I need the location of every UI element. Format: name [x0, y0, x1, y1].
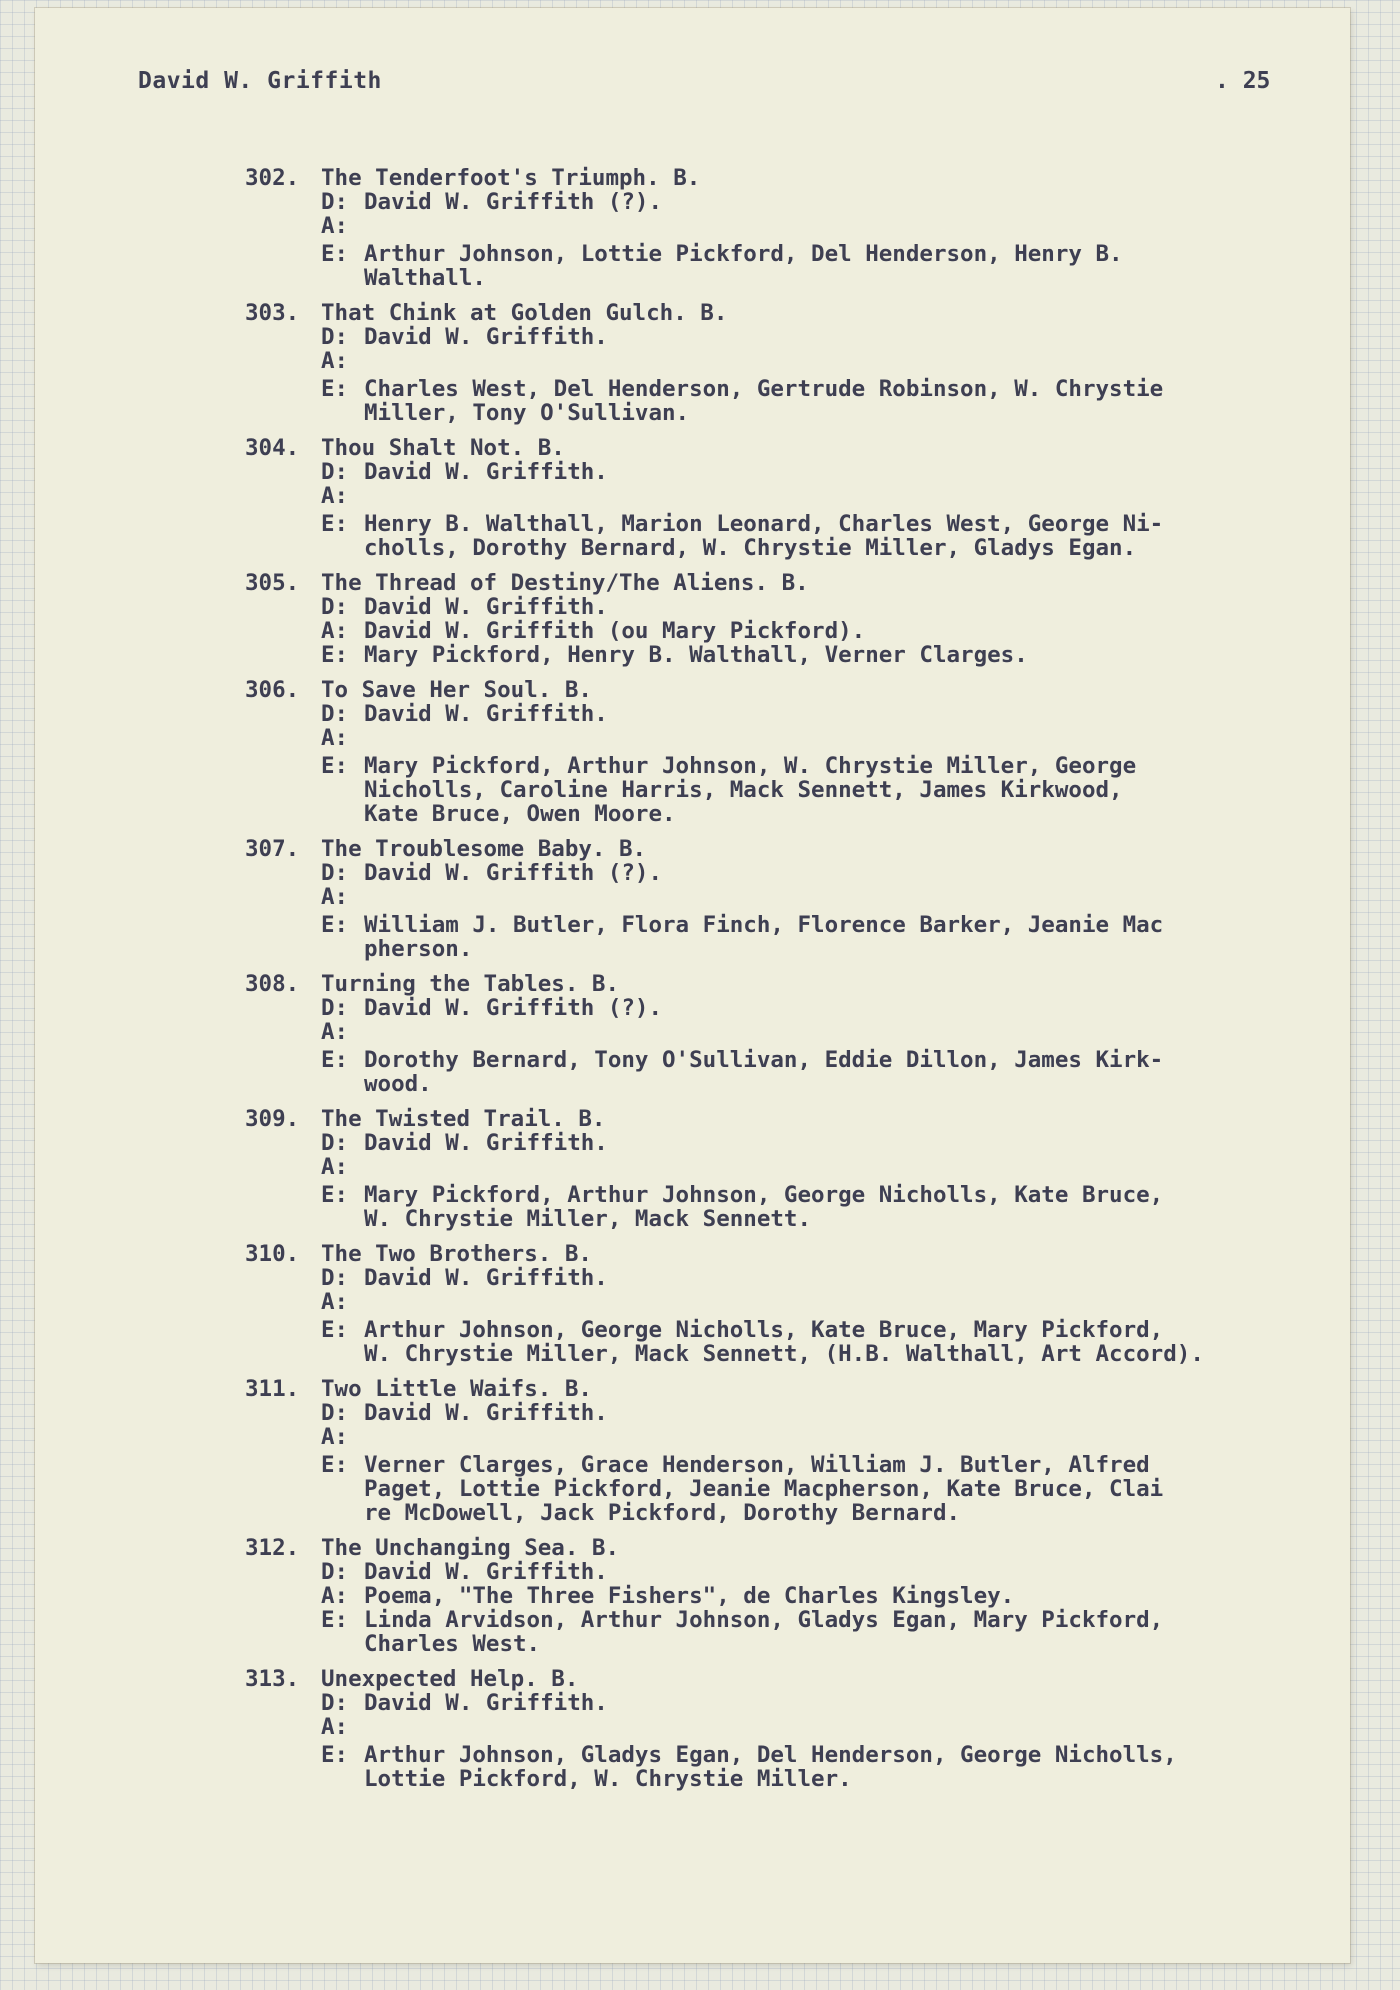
author-field-key: A: [321, 1019, 349, 1045]
film-number: 306. [245, 677, 300, 703]
cast-field-line: Kate Bruce, Owen Moore. [364, 801, 676, 827]
cast-field [321, 643, 1325, 667]
film-entry-heading [245, 972, 1325, 996]
author-field-key: A: [321, 1424, 349, 1450]
cast-field [321, 1318, 1325, 1366]
director-field-value [364, 996, 1325, 1020]
author-field [321, 1290, 1325, 1314]
cast-field-value [364, 1318, 1325, 1366]
cast-field [321, 1743, 1325, 1791]
author-field-key: A: [321, 483, 349, 509]
film-number: 311. [245, 1376, 300, 1402]
director-field-line: David W. Griffith (?). [364, 189, 663, 215]
cast-field-line: Henry B. Walthall, Marion Leonard, Charles West, George Ni- [364, 511, 1164, 537]
cast-field-line: Charles West, Del Henderson, Gertrude Robinson, W. Chrystie [364, 376, 1164, 402]
film-entry-heading [245, 1667, 1325, 1691]
cast-field-key: E: [321, 1047, 349, 1073]
cast-field-value [364, 1608, 1325, 1656]
director-field [321, 595, 1325, 619]
director-field-line: David W. Griffith. [364, 1265, 608, 1291]
cast-field [321, 512, 1325, 560]
film-entry-heading [245, 436, 1325, 460]
director-field-key: D: [321, 701, 349, 727]
author-field [321, 1715, 1325, 1739]
director-field-key: D: [321, 995, 349, 1021]
cast-field [321, 913, 1325, 961]
film-number: 310. [245, 1241, 300, 1267]
film-entry [245, 1107, 1325, 1231]
film-credits [245, 595, 1325, 667]
author-field [321, 1155, 1325, 1179]
cast-field-line: re McDowell, Jack Pickford, Dorothy Bernard. [364, 1500, 961, 1526]
cast-field-key: E: [321, 1182, 349, 1208]
cast-field-value [364, 754, 1325, 826]
author-field-key: A: [321, 725, 349, 751]
author-field [321, 619, 1325, 643]
cast-field-line: Mary Pickford, Henry B. Walthall, Verner Clarges. [364, 642, 1028, 668]
director-field-line: David W. Griffith. [364, 701, 608, 727]
author-field-key: A: [321, 1714, 349, 1740]
director-field-line: David W. Griffith. [364, 459, 608, 485]
director-field-key: D: [321, 1130, 349, 1156]
film-credits [245, 1131, 1325, 1231]
film-entry [245, 837, 1325, 961]
film-title: That Chink at Golden Gulch. B. [321, 300, 728, 326]
director-field [321, 1131, 1325, 1155]
film-entry [245, 436, 1325, 560]
cast-field [321, 1453, 1325, 1525]
filmography-list [245, 166, 1325, 1802]
film-title: The Two Brothers. B. [321, 1241, 592, 1267]
film-entry [245, 571, 1325, 667]
cast-field-line: Arthur Johnson, Lottie Pickford, Del Henderson, Henry B. [364, 241, 1123, 267]
cast-field-value [364, 242, 1325, 290]
author-field-key: A: [321, 348, 349, 374]
author-field [321, 726, 1325, 750]
cast-field-value [364, 643, 1325, 667]
film-number: 308. [245, 971, 300, 997]
cast-field-line: Verner Clarges, Grace Henderson, William J. Butler, Alfred [364, 1452, 1150, 1478]
film-entry-heading [245, 1107, 1325, 1131]
page-number: . 25 [1215, 68, 1271, 94]
director-field-line: David W. Griffith. [364, 324, 608, 350]
director-field-line: David W. Griffith. [364, 1130, 608, 1156]
film-entry-heading [245, 678, 1325, 702]
director-field-key: D: [321, 860, 349, 886]
typewritten-page [35, 8, 1350, 1963]
author-field-line: Poema, "The Three Fishers", de Charles Kingsley. [364, 1583, 1015, 1609]
film-number: 305. [245, 570, 300, 596]
author-field [321, 214, 1325, 238]
cast-field [321, 754, 1325, 826]
author-field-key: A: [321, 884, 349, 910]
cast-field-line: W. Chrystie Miller, Mack Sennett, (H.B. Walthall, Art Accord). [364, 1341, 1204, 1367]
cast-field-line: Arthur Johnson, Gladys Egan, Del Henderson, George Nicholls, [364, 1742, 1177, 1768]
film-entry-heading [245, 837, 1325, 861]
director-field [321, 1266, 1325, 1290]
director-field-key: D: [321, 459, 349, 485]
cast-field-line: Miller, Tony O'Sullivan. [364, 400, 690, 426]
film-entry-heading [245, 301, 1325, 325]
cast-field-line: Walthall. [364, 265, 486, 291]
cast-field-value [364, 1743, 1325, 1791]
cast-field-key: E: [321, 1742, 349, 1768]
director-field-value [364, 1266, 1325, 1290]
cast-field-line: Nicholls, Caroline Harris, Mack Sennett, James Kirkwood, [364, 777, 1123, 803]
cast-field-key: E: [321, 642, 349, 668]
cast-field-line: Paget, Lottie Pickford, Jeanie Macpherson, Kate Bruce, Clai [364, 1476, 1164, 1502]
film-entry [245, 1536, 1325, 1656]
cast-field-line: W. Chrystie Miller, Mack Sennett. [364, 1206, 812, 1232]
film-credits [245, 996, 1325, 1096]
author-field-value [364, 1584, 1325, 1608]
cast-field-line: Lottie Pickford, W. Chrystie Miller. [364, 1766, 852, 1792]
author-field-key: A: [321, 213, 349, 239]
film-entry [245, 1242, 1325, 1366]
director-field [321, 460, 1325, 484]
film-number: 303. [245, 300, 300, 326]
film-credits [245, 190, 1325, 290]
film-credits [245, 702, 1325, 826]
film-credits [245, 1401, 1325, 1525]
film-number: 313. [245, 1666, 300, 1692]
cast-field-value [364, 512, 1325, 560]
author-field [321, 1425, 1325, 1449]
film-title: The Troublesome Baby. B. [321, 836, 647, 862]
director-field-key: D: [321, 1400, 349, 1426]
film-credits [245, 1691, 1325, 1791]
cast-field [321, 242, 1325, 290]
film-title: Turning the Tables. B. [321, 971, 620, 997]
cast-field-line: Arthur Johnson, George Nicholls, Kate Bruce, Mary Pickford, [364, 1317, 1164, 1343]
film-number: 309. [245, 1106, 300, 1132]
director-field-value [364, 1560, 1325, 1584]
cast-field-key: E: [321, 376, 349, 402]
cast-field-line: Mary Pickford, Arthur Johnson, George Nicholls, Kate Bruce, [364, 1182, 1164, 1208]
film-credits [245, 325, 1325, 425]
director-field [321, 1560, 1325, 1584]
director-field-value [364, 595, 1325, 619]
director-field [321, 1401, 1325, 1425]
director-field [321, 861, 1325, 885]
cast-field-key: E: [321, 1452, 349, 1478]
cast-field-key: E: [321, 912, 349, 938]
director-field-line: David W. Griffith. [364, 1690, 608, 1716]
director-field-line: David W. Griffith. [364, 1400, 608, 1426]
cast-field-line: wood. [364, 1071, 432, 1097]
cast-field-value [364, 1453, 1325, 1525]
director-field-value [364, 1691, 1325, 1715]
director-field [321, 996, 1325, 1020]
director-field [321, 1691, 1325, 1715]
director-field-value [364, 1401, 1325, 1425]
director-field-value [364, 702, 1325, 726]
director-field-key: D: [321, 1690, 349, 1716]
director-field [321, 190, 1325, 214]
film-title: The Tenderfoot's Triumph. B. [321, 165, 701, 191]
cast-field-key: E: [321, 241, 349, 267]
cast-field-line: cholls, Dorothy Bernard, W. Chrystie Miller, Gladys Egan. [364, 535, 1137, 561]
director-field-line: David W. Griffith (?). [364, 995, 663, 1021]
film-title: The Thread of Destiny/The Aliens. B. [321, 570, 809, 596]
director-field-key: D: [321, 1559, 349, 1585]
film-entry [245, 166, 1325, 290]
film-title: To Save Her Soul. B. [321, 677, 592, 703]
cast-field-value [364, 377, 1325, 425]
cast-field-key: E: [321, 1317, 349, 1343]
director-field-line: David W. Griffith. [364, 594, 608, 620]
film-number: 312. [245, 1535, 300, 1561]
author-field-key: A: [321, 1154, 349, 1180]
cast-field-key: E: [321, 511, 349, 537]
film-entry-heading [245, 1242, 1325, 1266]
cast-field-line: Mary Pickford, Arthur Johnson, W. Chrystie Miller, George [364, 753, 1137, 779]
cast-field-value [364, 1183, 1325, 1231]
cast-field [321, 1048, 1325, 1096]
film-entry-heading [245, 571, 1325, 595]
director-field-line: David W. Griffith. [364, 1559, 608, 1585]
cast-field-key: E: [321, 753, 349, 779]
author-field-key: A: [321, 618, 349, 644]
cast-field-line: Charles West. [364, 1631, 541, 1657]
film-title: Two Little Waifs. B. [321, 1376, 592, 1402]
author-field [321, 349, 1325, 373]
director-field-key: D: [321, 1265, 349, 1291]
cast-field-value [364, 1048, 1325, 1096]
cast-field-line: Dorothy Bernard, Tony O'Sullivan, Eddie Dillon, James Kirk- [364, 1047, 1164, 1073]
film-credits [245, 460, 1325, 560]
director-field [321, 325, 1325, 349]
author-field-value [364, 619, 1325, 643]
author-field-key: A: [321, 1583, 349, 1609]
film-entry-heading [245, 1536, 1325, 1560]
cast-field [321, 1608, 1325, 1656]
director-field-value [364, 460, 1325, 484]
cast-field-line: William J. Butler, Flora Finch, Florence Barker, Jeanie Mac [364, 912, 1164, 938]
film-entry [245, 1667, 1325, 1791]
film-title: The Unchanging Sea. B. [321, 1535, 620, 1561]
director-field-key: D: [321, 594, 349, 620]
cast-field-line: pherson. [364, 936, 473, 962]
page-header-author: David W. Griffith [138, 68, 382, 94]
director-field-key: D: [321, 324, 349, 350]
film-entry [245, 301, 1325, 425]
cast-field [321, 377, 1325, 425]
film-entry [245, 678, 1325, 826]
film-title: Thou Shalt Not. B. [321, 435, 565, 461]
author-field [321, 1584, 1325, 1608]
cast-field [321, 1183, 1325, 1231]
film-credits [245, 1266, 1325, 1366]
film-title: Unexpected Help. B. [321, 1666, 579, 1692]
film-credits [245, 861, 1325, 961]
author-field [321, 885, 1325, 909]
director-field [321, 702, 1325, 726]
director-field-value [364, 861, 1325, 885]
film-title: The Twisted Trail. B. [321, 1106, 606, 1132]
director-field-value [364, 1131, 1325, 1155]
film-entry [245, 972, 1325, 1096]
film-entry-heading [245, 166, 1325, 190]
director-field-value [364, 325, 1325, 349]
author-field-line: David W. Griffith (ou Mary Pickford). [364, 618, 866, 644]
film-number: 307. [245, 836, 300, 862]
film-entry [245, 1377, 1325, 1525]
cast-field-value [364, 913, 1325, 961]
cast-field-line: Linda Arvidson, Arthur Johnson, Gladys Egan, Mary Pickford, [364, 1607, 1164, 1633]
author-field [321, 484, 1325, 508]
director-field-line: David W. Griffith (?). [364, 860, 663, 886]
director-field-key: D: [321, 189, 349, 215]
author-field-key: A: [321, 1289, 349, 1315]
film-number: 304. [245, 435, 300, 461]
director-field-value [364, 190, 1325, 214]
author-field [321, 1020, 1325, 1044]
film-credits [245, 1560, 1325, 1656]
cast-field-key: E: [321, 1607, 349, 1633]
film-entry-heading [245, 1377, 1325, 1401]
film-number: 302. [245, 165, 300, 191]
